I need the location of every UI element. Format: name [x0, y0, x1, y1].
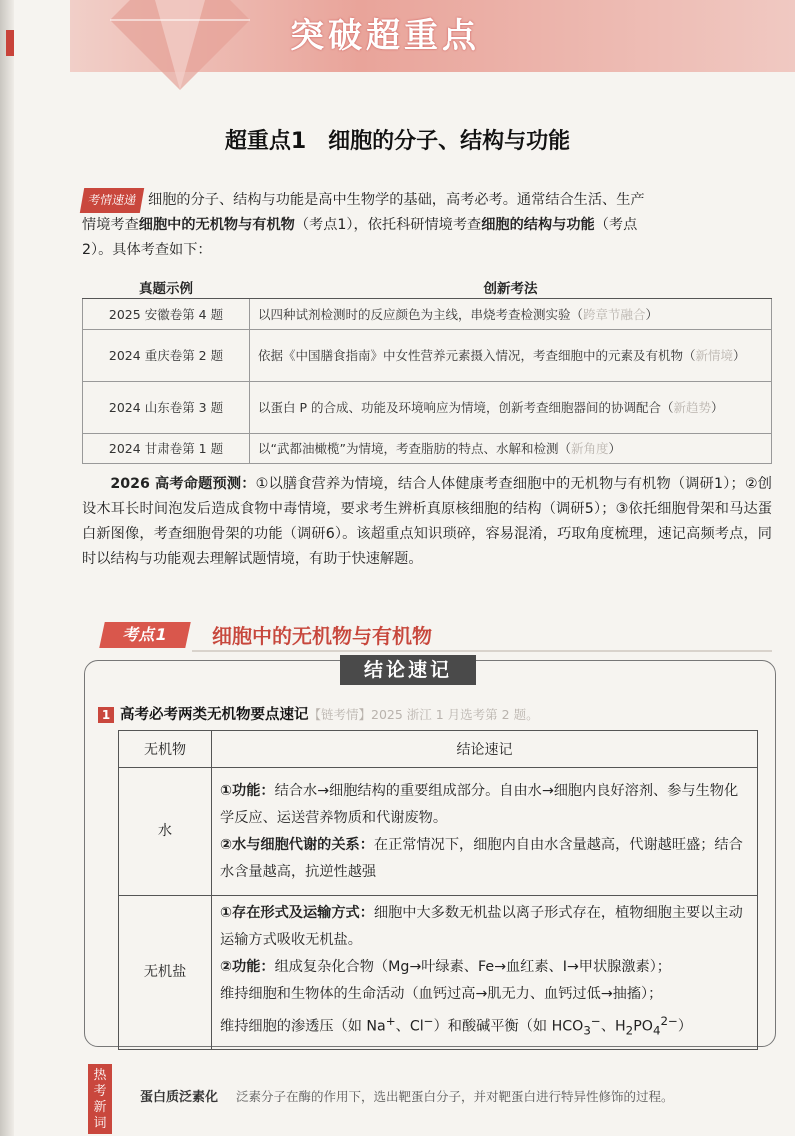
page-title: 超重点1 细胞的分子、结构与功能	[224, 129, 571, 154]
table-row: 无机盐 ①存在形式及运输方式：细胞中大多数无机盐以离子形式存在，植物细胞主要以主动运输方式吸收无机盐。 ②功能：组成复杂化合物（Mg→叶绿素、Fe→血红素、I→甲状腺激素）； 维持细胞和生物体的生命活动（血钙过高→肌无力、血钙过低→抽搐）； 维持细胞的渗透压（如 Na+、Cl−）和酸碱平衡（如 $HCO_3^-$、$H_2PO_4^{2-}$）	[119, 896, 758, 1050]
page-edge-tab	[6, 30, 14, 56]
table-row: 2024 重庆卷第 2 题 依据《中国膳食指南》中女性营养元素摄入情况，考查细胞中的元素及有机物（新情境）	[83, 330, 772, 382]
kaodian-title: 细胞中的无机物与有机物	[212, 624, 432, 648]
table-header: 真题示例	[83, 276, 250, 299]
table-row: 2024 甘肃卷第 1 题 以“武都油橄榄”为情境，考查脂肪的特点、水解和检测（新角度）	[83, 434, 772, 464]
intro-paragraph: 考情速递 细胞的分子、结构与功能是高中生物学的基础，高考必考。通常结合生活、生产 情境考查细胞中的无机物与有机物（考点1），依托科研情境考查细胞的结构与功能（考点 2）。具体考查如下：	[82, 188, 772, 263]
banner-title: 突破超重点	[290, 16, 480, 56]
page-gutter	[0, 0, 14, 1136]
hot-words-tag: 热考新词	[88, 1064, 112, 1134]
table-header: 结论速记	[212, 731, 758, 768]
section-title: 结论速记	[340, 655, 476, 685]
row-label-salt: 无机盐	[119, 896, 212, 1050]
footer-term: 蛋白质泛素化	[140, 1090, 219, 1105]
table-header: 创新考法	[250, 276, 772, 299]
table-header: 无机物	[119, 731, 212, 768]
diamond-icon	[110, 0, 250, 90]
item-number: 1	[98, 707, 114, 723]
table-row: 2025 安徽卷第 4 题 以四种试剂检测时的反应颜色为主线，串烧考查检测实验（跨章节融合）	[83, 299, 772, 330]
exam-table	[82, 276, 772, 464]
footer-definition: 泛素分子在酶的作用下，选出靶蛋白分子，并对靶蛋白进行特异性修饰的过程。	[236, 1089, 674, 1104]
kaodian-tag: 考点1	[99, 622, 191, 648]
footer-note	[140, 1086, 674, 1105]
kaodian-bar	[88, 618, 772, 652]
intro-tag: 考情速递	[80, 188, 144, 213]
prediction-paragraph: 2026 高考命题预测：①以膳食营养为情境，结合人体健康考查细胞中的无机物与有机物（调研1）；②创设木耳长时间泡发后造成食物中毒情境，要求考生辨析真原核细胞的结构（调研5）；③依托细胞骨架和马达蛋白新图像，考查细胞骨架的功能（调研6）。该超重点知识琐碎，容易混淆，巧取角度梳理，速记高频考点，同时以结构与功能观去理解试题情境，有助于快速解题。	[82, 476, 772, 567]
inorganic-table	[118, 730, 758, 1050]
item-title: 1 高考必考两类无机物要点速记【链考情】2025 浙江 1 月选考第 2 题。	[98, 703, 539, 724]
row-label-water: 水	[119, 768, 212, 896]
item-link: 【链考情】2025 浙江 1 月选考第 2 题。	[308, 707, 539, 722]
table-row: 2024 山东卷第 3 题 以蛋白 P 的合成、功能及环境响应为情境，创新考查细胞器间的协调配合（新趋势）	[83, 382, 772, 434]
table-row: 水 ①功能：结合水→细胞结构的重要组成部分。自由水→细胞内良好溶剂、参与生物化学反应、运送营养物质和代谢废物。 ②水与细胞代谢的关系：在正常情况下，细胞内自由水含量越高，代谢越旺盛；结合水含量越高，抗逆性越强	[119, 768, 758, 896]
divider	[192, 650, 772, 652]
